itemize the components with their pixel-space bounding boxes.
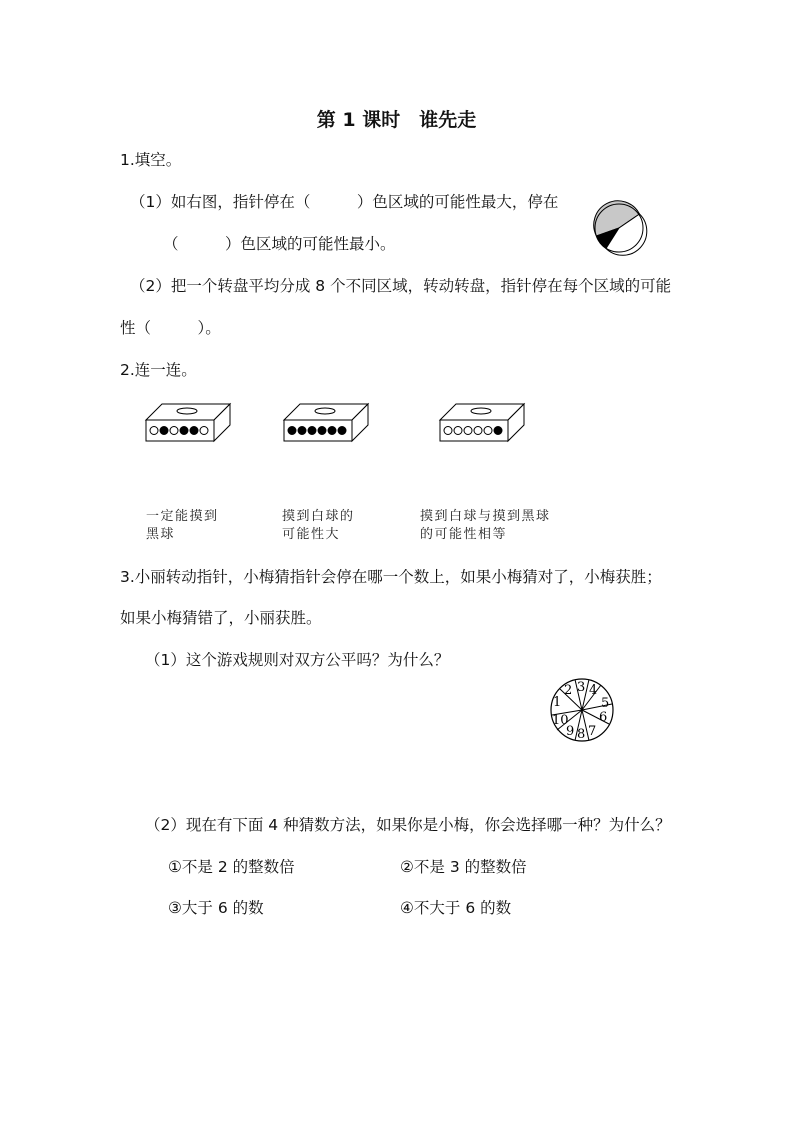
q1-item2-line1: （2）把一个转盘平均分成 8 个不同区域，转动转盘，指针停在每个区域的可能 (130, 277, 672, 295)
wheel-number-3: 3 (577, 680, 586, 695)
spinner-diagram (594, 203, 644, 253)
option-3: ③大于 6 的数 (168, 899, 264, 917)
wheel-number-8: 8 (577, 727, 586, 742)
q3-sub1: （1）这个游戏规则对双方公平吗？为什么？ (145, 651, 450, 669)
page-title: 第 1 课时 谁先走 (316, 109, 477, 131)
match-label-3 (420, 508, 551, 544)
q1-item1-line1: （1）如右图，指针停在（ ）色区域的可能性最大，停在 (130, 193, 559, 211)
match-label-1 (146, 508, 219, 544)
wheel-number-6: 6 (599, 710, 608, 725)
wheel-number-1: 1 (553, 695, 562, 710)
q2-heading: 2.连一连。 (120, 361, 197, 379)
number-wheel (549, 677, 615, 743)
wheel-number-5: 5 (601, 696, 610, 711)
q1-item1-line2: （ ）色区域的可能性最小。 (163, 235, 396, 253)
q1-heading: 1.填空。 (120, 151, 182, 169)
wheel-number-2: 2 (564, 683, 573, 698)
wheel-number-4: 4 (589, 683, 598, 698)
option-2: ②不是 3 的整数倍 (400, 858, 527, 876)
ball-box-2 (283, 403, 373, 443)
ball-box-1 (145, 403, 235, 443)
match-label-1-line2: 黑球 (146, 527, 176, 542)
option-4: ④不大于 6 的数 (400, 899, 512, 917)
match-label-2-line1: 摸到白球的 (282, 509, 355, 524)
match-label-3-line2: 的可能性相等 (420, 527, 508, 542)
q3-sub2: （2）现在有下面 4 种猜数方法，如果你是小梅，你会选择哪一种？为什么？ (145, 816, 671, 834)
match-label-2-line2: 可能性大 (282, 527, 341, 542)
match-label-3-line1: 摸到白球与摸到黑球 (420, 509, 551, 524)
match-label-2 (282, 508, 355, 544)
wheel-number-10: 10 (552, 713, 569, 728)
q1-item2-line2: 性（ ）。 (120, 319, 221, 337)
option-1: ①不是 2 的整数倍 (168, 858, 295, 876)
q3-line1: 3.小丽转动指针，小梅猜指针会停在哪一个数上，如果小梅猜对了，小梅获胜； (120, 568, 662, 586)
q3-line2: 如果小梅猜错了，小丽获胜。 (120, 609, 322, 627)
ball-box-3 (439, 403, 529, 443)
match-label-1-line1: 一定能摸到 (146, 509, 219, 524)
wheel-number-9: 9 (566, 724, 575, 739)
wheel-number-7: 7 (588, 724, 597, 739)
